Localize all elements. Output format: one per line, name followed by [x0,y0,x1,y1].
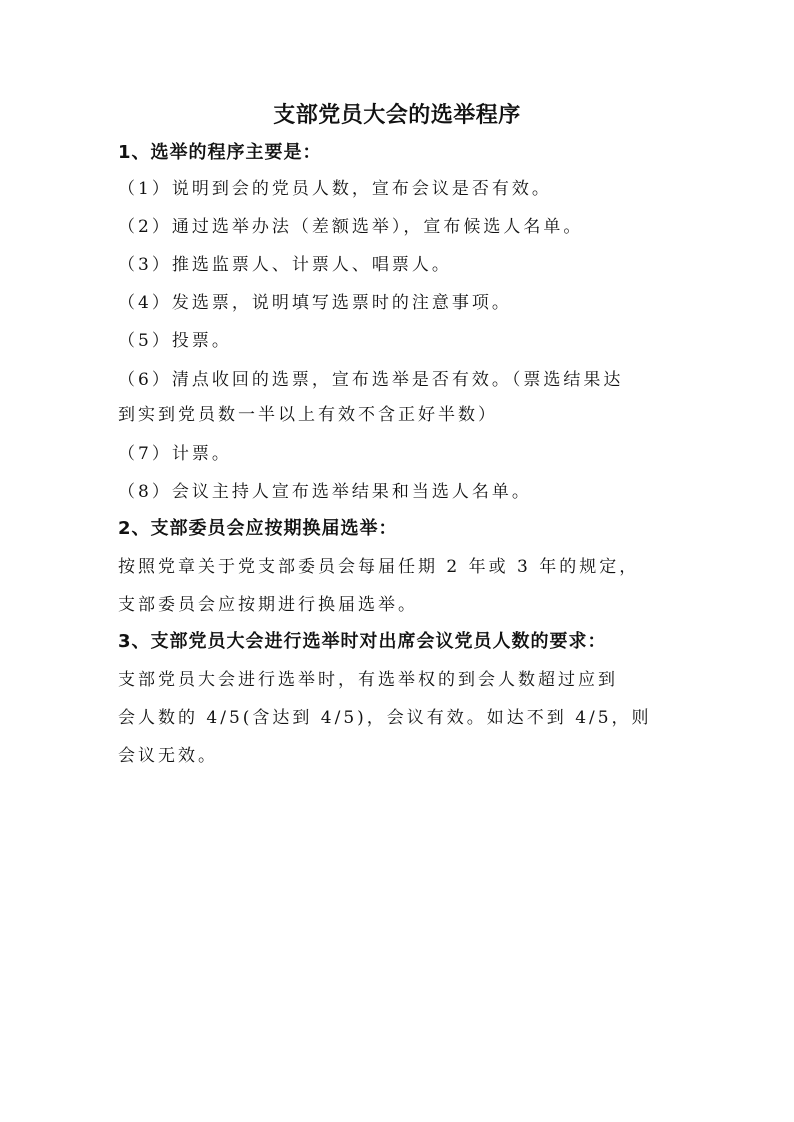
procedure-item-8: （8）会议主持人宣布选举结果和当选人名单。 [118,482,532,502]
procedure-item-4: （4）发选票，说明填写选票时的注意事项。 [118,293,512,313]
section-2-heading: 2、支部委员会应按期换届选举： [118,518,398,539]
section-3-line-2: 会人数的 4/5(含达到 4/5)，会议有效。如达不到 4/5，则 [118,708,652,728]
section-3-heading: 3、支部党员大会进行选举时对出席会议党员人数的要求： [118,631,607,652]
document-title: 支部党员大会的选举程序 [273,102,521,128]
section-2-line-2: 支部委员会应按期进行换届选举。 [118,595,418,615]
section-3-line-1: 支部党员大会进行选举时，有选举权的到会人数超过应到 [118,670,618,690]
procedure-item-7: （7）计票。 [118,444,232,464]
procedure-item-2: （2）通过选举办法（差额选举），宣布候选人名单。 [118,217,584,237]
procedure-item-1: （1）说明到会的党员人数，宣布会议是否有效。 [118,179,552,199]
procedure-item-3: （3）推选监票人、计票人、唱票人。 [118,255,452,275]
procedure-item-5: （5）投票。 [118,331,232,351]
section-2-line-1: 按照党章关于党支部委员会每届任期 2 年或 3 年的规定， [118,557,640,577]
procedure-item-6-continuation: 到实到党员数一半以上有效不含正好半数） [118,405,498,425]
section-3-line-3: 会议无效。 [118,746,218,766]
section-1-heading: 1、选举的程序主要是： [118,142,322,163]
procedure-item-6: （6）清点收回的选票，宣布选举是否有效。（票选结果达 [118,370,624,390]
